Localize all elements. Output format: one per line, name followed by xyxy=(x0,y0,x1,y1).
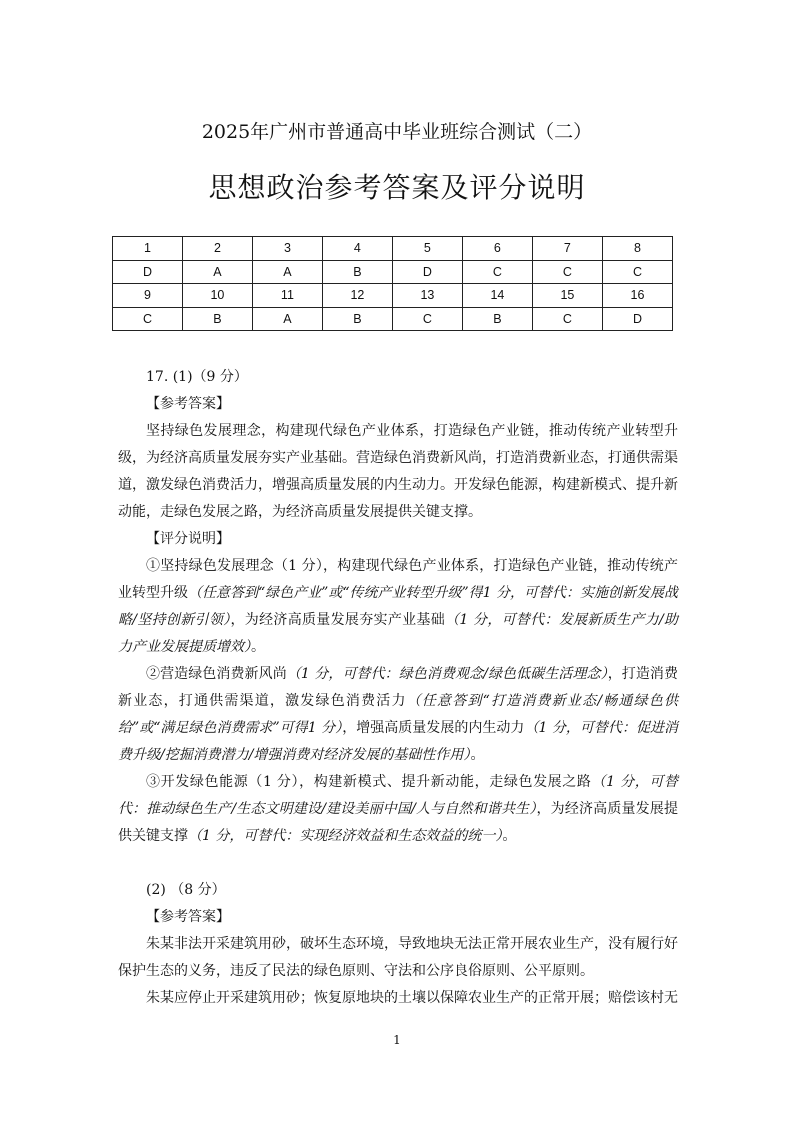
table-cell: 7 xyxy=(532,237,602,261)
table-cell: 9 xyxy=(113,284,183,308)
text: ，为经济高质量发展夯实产业基础 xyxy=(230,612,446,628)
note: （1 分，可替代：实现经济效益和生态效益的统一） xyxy=(188,828,503,844)
table-cell: 11 xyxy=(252,284,322,308)
text: 。 xyxy=(251,639,265,655)
scoring-label: 【评分说明】 xyxy=(146,531,230,547)
reference-answer: 朱某非法开采建筑用砂，破坏生态环境，导致地块无法正常开展农业生产，没有履行好保护生态的义务，违反了民法的绿色原则、守法和公序良俗原则、公平原则。 xyxy=(118,936,678,979)
text: 。 xyxy=(502,828,517,844)
note: （任意答到“打造消费新业态/畅通绿色供给”或“满足绿色消费需求”可得1 分） xyxy=(118,693,679,736)
table-cell: 4 xyxy=(322,237,392,261)
table-cell: 15 xyxy=(532,284,602,308)
reference-answer-label: 【参考答案】 xyxy=(146,396,230,412)
text: ，增强高质量发展的内生动力 xyxy=(342,720,525,736)
reference-answer: 朱某应停止开采建筑用砂；恢复原地块的土壤以保障农业生产的正常开展；赔偿该村无 xyxy=(146,990,678,1006)
page-number: 1 xyxy=(393,1033,401,1047)
table-cell: 14 xyxy=(462,284,532,308)
question-number-row xyxy=(113,237,673,261)
table-cell: C xyxy=(113,307,183,331)
document-body xyxy=(118,364,678,1012)
table-cell: 13 xyxy=(392,284,462,308)
table-cell: C xyxy=(602,260,672,284)
note: （1 分，可替代：促进消费升级/挖掘消费潜力/增强消费对经济发展的基础性作用） xyxy=(118,720,679,763)
table-cell: B xyxy=(322,260,392,284)
note: （任意答到“绿色产业”或“传统产业转型升级”得1 分，可替代：实施创新发展战略/坚持创新引领） xyxy=(118,585,679,628)
note: （1 分，可替代：绿色消费观念/绿色低碳生活理念） xyxy=(286,666,608,682)
scoring-item-3 xyxy=(118,769,678,850)
scoring-item-1 xyxy=(118,553,678,661)
reference-answer: 坚持绿色发展理念，构建现代绿色产业体系，打造绿色产业链，推动传统产业转型升级，为经济高质量发展夯实产业基础。营造绿色消费新风尚，打造消费新业态，打通供需渠道，激发绿色消费活力，增强高质量发展的内生动力。开发绿色能源，构建新模式、提升新动能，走绿色发展之路，为经济高质量发展提供关键支撑。 xyxy=(118,423,678,520)
scoring-item-2 xyxy=(118,661,678,769)
table-cell: 8 xyxy=(602,237,672,261)
table-cell: 1 xyxy=(113,237,183,261)
table-cell: B xyxy=(182,307,252,331)
text: ②营造绿色消费新风尚 xyxy=(146,666,287,682)
table-cell: 10 xyxy=(182,284,252,308)
answer-table xyxy=(112,236,673,331)
table-cell: 2 xyxy=(182,237,252,261)
note: （1 分，可替代：发展新质生产力/助力产业发展提质增效） xyxy=(118,612,679,655)
text: ，为经济高质量发展提供关键支撑 xyxy=(118,801,679,844)
text: 。 xyxy=(470,747,485,763)
table-cell: D xyxy=(602,307,672,331)
exam-title: 2025年广州市普通高中毕业班综合测试（二） xyxy=(201,121,593,143)
table-cell: 12 xyxy=(322,284,392,308)
table-cell: D xyxy=(113,260,183,284)
question-heading: 17. (1)（9 分） xyxy=(146,369,248,385)
table-cell: C xyxy=(462,260,532,284)
table-cell: A xyxy=(252,260,322,284)
answer-row xyxy=(113,260,673,284)
table-cell: A xyxy=(182,260,252,284)
table-cell: 3 xyxy=(252,237,322,261)
table-cell: C xyxy=(532,260,602,284)
text: ①坚持绿色发展理念（1 分），构建现代绿色产业体系，打造绿色产业链，推动传统产业转型升级 xyxy=(118,558,678,601)
note: （1 分，可替代：推动绿色生产/生态文明建设/建设美丽中国/人与自然和谐共生） xyxy=(118,774,678,817)
table-cell: C xyxy=(532,307,602,331)
reference-answer-label: 【参考答案】 xyxy=(146,909,230,925)
table-cell: C xyxy=(392,307,462,331)
text: ，打造消费新业态，打通供需渠道，激发绿色消费活力 xyxy=(118,666,679,709)
table-cell: B xyxy=(462,307,532,331)
table-cell: 16 xyxy=(602,284,672,308)
answer-row xyxy=(113,307,673,331)
table-cell: B xyxy=(322,307,392,331)
text: ③开发绿色能源（1 分），构建新模式、提升新动能，走绿色发展之路 xyxy=(146,774,592,790)
document-title: 思想政治参考答案及评分说明 xyxy=(208,171,586,204)
table-cell: A xyxy=(252,307,322,331)
question-heading: (2) （8 分） xyxy=(146,882,226,898)
question-number-row xyxy=(113,284,673,308)
table-cell: 6 xyxy=(462,237,532,261)
table-cell: 5 xyxy=(392,237,462,261)
table-cell: D xyxy=(392,260,462,284)
